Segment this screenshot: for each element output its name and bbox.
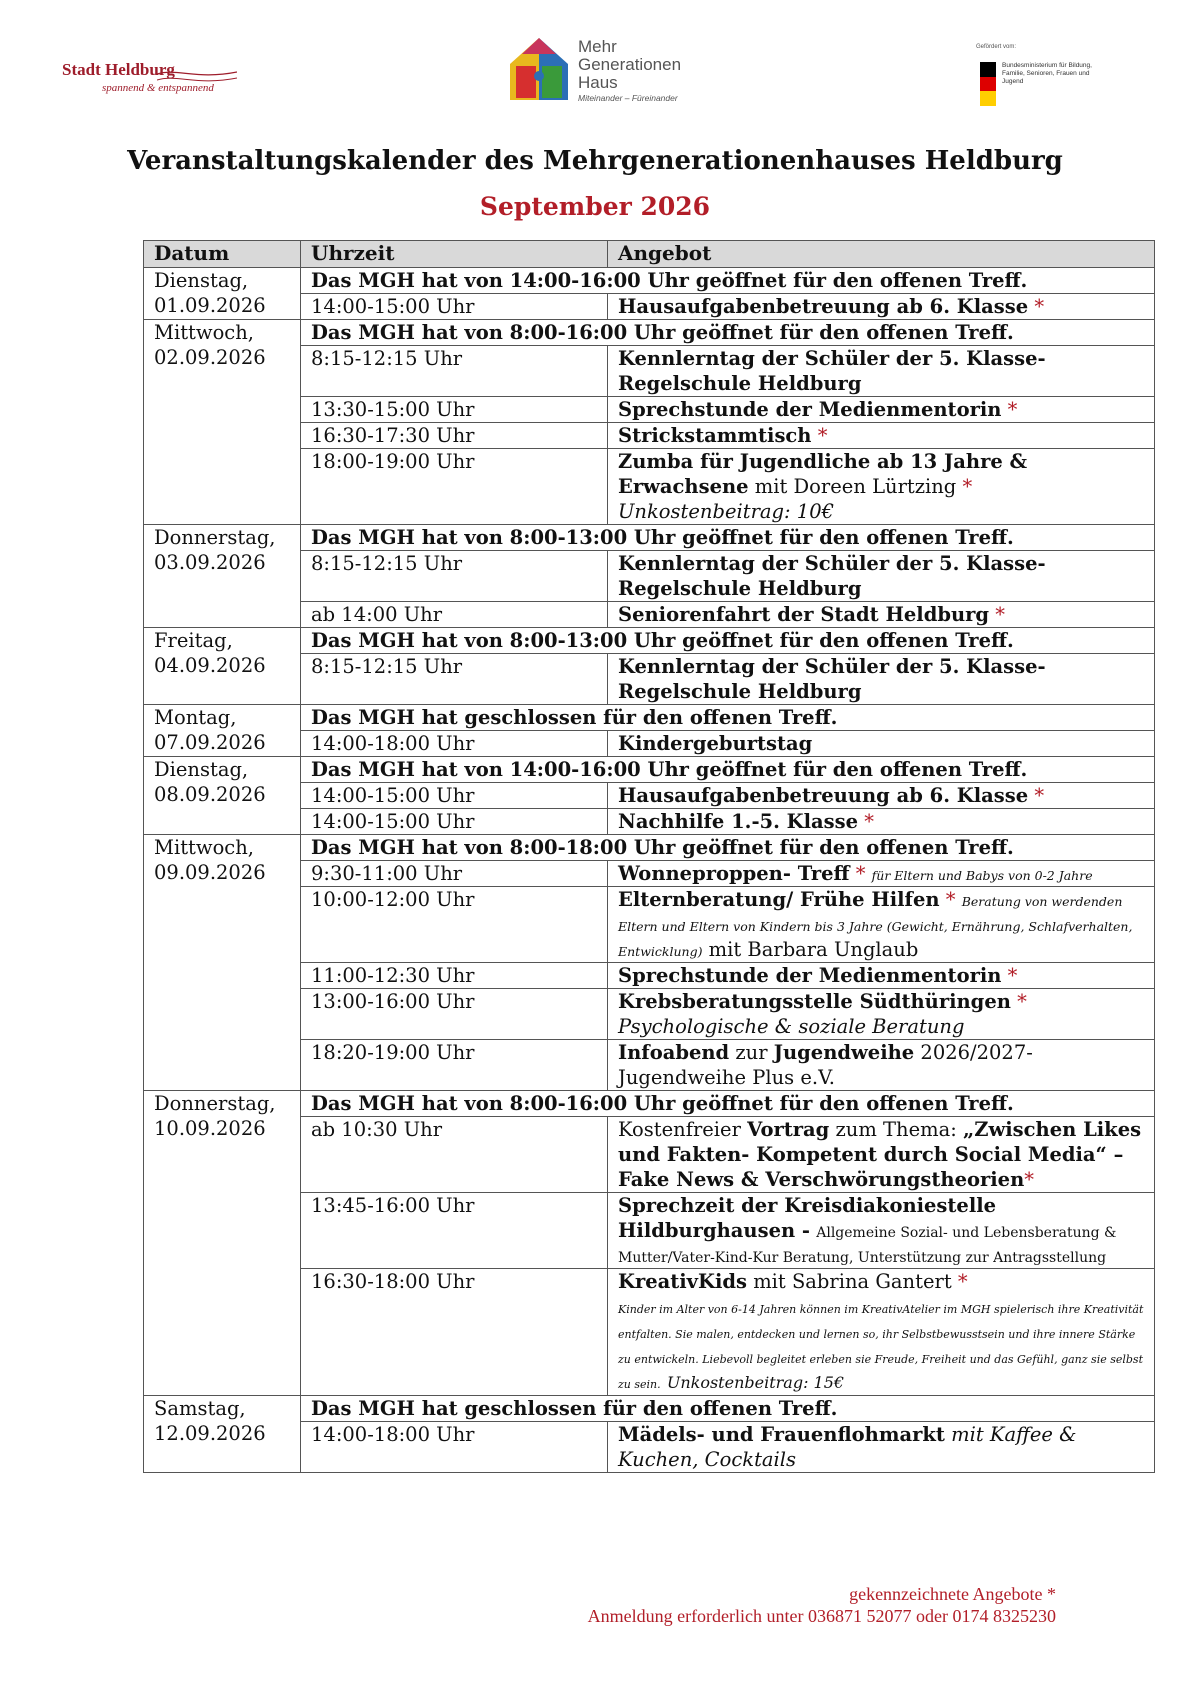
opening-hours: Das MGH hat von 14:00-16:00 Uhr geöffnet für den offenen Treff. bbox=[301, 757, 1155, 783]
opening-hours: Das MGH hat geschlossen für den offenen Treff. bbox=[301, 1396, 1155, 1422]
offer-cell bbox=[608, 887, 1155, 963]
time-cell: 16:30-18:00 Uhr bbox=[301, 1269, 608, 1396]
weekday: Mittwoch, bbox=[154, 321, 254, 344]
offer-title: Kennlerntag der Schüler der 5. Klasse- bbox=[618, 347, 1046, 370]
time-cell: 11:00-12:30 Uhr bbox=[301, 963, 608, 989]
offer-title-line2: Regelschule Heldburg bbox=[618, 680, 862, 703]
opening-hours: Das MGH hat von 8:00-13:00 Uhr geöffnet für den offenen Treff. bbox=[301, 525, 1155, 551]
stadt-heldburg-logo bbox=[62, 60, 232, 110]
offer-year: 2026/2027- bbox=[920, 1041, 1033, 1064]
page-title: Veranstaltungskalender des Mehrgenerationenhauses Heldburg bbox=[127, 146, 1063, 176]
offer-cell bbox=[608, 654, 1155, 705]
mgh-slogan: Miteinander – Füreinander bbox=[578, 93, 678, 103]
offer-cell bbox=[608, 861, 1155, 887]
offer-cell bbox=[608, 346, 1155, 397]
registration-asterisk: * bbox=[1024, 1168, 1034, 1191]
offer-connector: zur bbox=[735, 1041, 768, 1064]
offer-cell bbox=[608, 731, 1155, 757]
date-cell bbox=[144, 1091, 301, 1396]
header-datum: Datum bbox=[144, 241, 301, 268]
weekday: Donnerstag, bbox=[154, 1092, 276, 1115]
opening-hours: Das MGH hat von 8:00-16:00 Uhr geöffnet für den offenen Treff. bbox=[301, 320, 1155, 346]
offer-cell bbox=[608, 783, 1155, 809]
date-cell bbox=[144, 628, 301, 705]
time-cell: 14:00-18:00 Uhr bbox=[301, 1422, 608, 1473]
table-header-row bbox=[144, 241, 1155, 268]
registration-asterisk: * bbox=[864, 810, 874, 833]
footer-registration-phone: Anmeldung erforderlich unter 036871 52077 oder 0174 8325230 bbox=[587, 1606, 1056, 1626]
offer-title: Nachhilfe 1.-5. Klasse bbox=[618, 810, 859, 833]
offer-note: mit Kaffee & Kuchen, Cocktails bbox=[618, 1423, 1077, 1471]
date: 10.09.2026 bbox=[154, 1117, 266, 1140]
table-row bbox=[144, 705, 1155, 731]
offer-title: Hausaufgabenbetreuung ab 6. Klasse bbox=[618, 295, 1029, 318]
time-cell: 14:00-15:00 Uhr bbox=[301, 294, 608, 320]
offer-title: Seniorenfahrt der Stadt Heldburg bbox=[618, 603, 990, 626]
offer-cell bbox=[608, 809, 1155, 835]
month-title: September 2026 bbox=[479, 192, 711, 221]
offer-cell bbox=[608, 1117, 1155, 1193]
registration-asterisk: * bbox=[817, 424, 828, 447]
mgh-line1: Mehr bbox=[578, 37, 617, 56]
time-cell: 8:15-12:15 Uhr bbox=[301, 346, 608, 397]
offer-title: Kennlerntag der Schüler der 5. Klasse- bbox=[618, 655, 1046, 678]
header-uhrzeit: Uhrzeit bbox=[301, 241, 608, 268]
offer-description: Beratung von werdenden Eltern und Eltern von Kindern bis 3 Jahre (Gewicht, Ernährung, Schlafverhalten, Entwicklung) bbox=[618, 894, 1133, 959]
offer-title: Kennlerntag der Schüler der 5. Klasse- bbox=[618, 552, 1046, 575]
offer-description: Allgemeine Sozial- und Lebensberatung & Mutter/Vater-Kind-Kur Beratung, Unterstützung zur Antragsstellung bbox=[618, 1225, 1117, 1266]
offer-cell bbox=[608, 551, 1155, 602]
date-cell bbox=[144, 757, 301, 835]
header-angebot: Angebot bbox=[608, 241, 1155, 268]
table-row bbox=[144, 835, 1155, 861]
time-cell: 10:00-12:00 Uhr bbox=[301, 887, 608, 963]
registration-asterisk: * bbox=[957, 1270, 968, 1293]
weekday: Dienstag, bbox=[154, 269, 249, 292]
registration-asterisk: * bbox=[1034, 295, 1045, 318]
offer-cell bbox=[608, 294, 1155, 320]
offer-topic: „Zwischen Likes und Fakten- Kompetent durch Social Media“ – Fake News & Verschwörungstheorien bbox=[618, 1118, 1142, 1191]
weekday: Donnerstag, bbox=[154, 526, 276, 549]
table-row bbox=[144, 628, 1155, 654]
offer-prefix: Kostenfreier bbox=[618, 1118, 741, 1141]
footer-note-marked: gekennzeichnete Angebote * bbox=[849, 1584, 1056, 1604]
date-cell bbox=[144, 1396, 301, 1473]
registration-asterisk: * bbox=[1007, 398, 1018, 421]
stadt-tagline: spannend & entspannend bbox=[102, 82, 214, 94]
date: 12.09.2026 bbox=[154, 1422, 266, 1445]
mgh-logo bbox=[508, 36, 708, 106]
date: 03.09.2026 bbox=[154, 551, 266, 574]
offer-leader: mit Sabrina Gantert bbox=[753, 1270, 952, 1293]
offer-description: Kinder im Alter von 6-14 Jahren können im KreativAtelier im MGH spielerisch ihre Kreativität entfalten. Sie malen, entdecken und lernen so, ihr Selbstbewusstsein und ihre innere Stärke zu entwickeln. Liebevoll begleitet erleben sie Freude, Freiheit und das Gefühl, ganz sie selbst zu sein. bbox=[618, 1303, 1144, 1391]
offer-cell bbox=[608, 963, 1155, 989]
offer-cell bbox=[608, 602, 1155, 628]
mgh-line2: Generationen bbox=[578, 55, 682, 74]
offer-title: Sprechstunde der Medienmentorin bbox=[618, 964, 1002, 987]
opening-hours: Das MGH hat von 8:00-13:00 Uhr geöffnet für den offenen Treff. bbox=[301, 628, 1155, 654]
gefoerdert-label: Gefördert vom: bbox=[976, 44, 1017, 50]
registration-asterisk: * bbox=[1007, 964, 1018, 987]
opening-hours: Das MGH hat von 8:00-16:00 Uhr geöffnet für den offenen Treff. bbox=[301, 1091, 1155, 1117]
date: 04.09.2026 bbox=[154, 654, 266, 677]
offer-leader: mit Doreen Lürtzing bbox=[754, 475, 957, 498]
registration-asterisk: * bbox=[962, 475, 973, 498]
time-cell: ab 14:00 Uhr bbox=[301, 602, 608, 628]
offer-title: Zumba für Jugendliche ab 13 Jahre & bbox=[618, 450, 1028, 473]
offer-cell bbox=[608, 1269, 1155, 1396]
offer-title: Sprechzeit der Kreisdiakoniestelle Hildburghausen - bbox=[618, 1194, 997, 1242]
time-cell: 14:00-15:00 Uhr bbox=[301, 809, 608, 835]
offer-cell bbox=[608, 1040, 1155, 1091]
time-cell: 13:00-16:00 Uhr bbox=[301, 989, 608, 1040]
offer-leader: mit Barbara Unglaub bbox=[708, 938, 919, 961]
registration-asterisk: * bbox=[1017, 990, 1027, 1013]
offer-title: Sprechstunde der Medienmentorin bbox=[618, 398, 1002, 421]
date-cell bbox=[144, 320, 301, 525]
date: 09.09.2026 bbox=[154, 861, 266, 884]
offer-title: Strickstammtisch bbox=[618, 424, 812, 447]
offer-title: Krebsberatungsstelle Südthüringen bbox=[618, 990, 1011, 1013]
registration-asterisk: * bbox=[855, 862, 866, 885]
offer-title-part2: Jugendweihe bbox=[773, 1041, 915, 1064]
german-flag-icon bbox=[980, 62, 996, 106]
time-cell: 8:15-12:15 Uhr bbox=[301, 654, 608, 705]
date-cell bbox=[144, 268, 301, 320]
offer-title: Infoabend bbox=[618, 1041, 730, 1064]
time-cell: 13:45-16:00 Uhr bbox=[301, 1193, 608, 1269]
offer-title: Kindergeburtstag bbox=[618, 732, 813, 755]
time-cell: 13:30-15:00 Uhr bbox=[301, 397, 608, 423]
opening-hours: Das MGH hat von 14:00-16:00 Uhr geöffnet für den offenen Treff. bbox=[301, 268, 1155, 294]
offer-title: KreativKids bbox=[618, 1270, 747, 1293]
table-row bbox=[144, 320, 1155, 346]
offer-cell bbox=[608, 1422, 1155, 1473]
offer-title: Elternberatung/ Frühe Hilfen bbox=[618, 888, 940, 911]
stadt-name: Stadt Heldburg bbox=[62, 60, 175, 79]
offer-note: Psychologische & soziale Beratung bbox=[618, 1015, 965, 1038]
date: 01.09.2026 bbox=[154, 294, 266, 317]
weekday: Freitag, bbox=[154, 629, 233, 652]
ministry-name: Bundesministerium für Bildung, Familie, Senioren, Frauen und Jugend bbox=[1002, 62, 1092, 85]
offer-title-line2: Regelschule Heldburg bbox=[618, 577, 862, 600]
time-cell: 14:00-15:00 Uhr bbox=[301, 783, 608, 809]
house-puzzle-icon bbox=[508, 36, 570, 102]
weekday: Dienstag, bbox=[154, 758, 249, 781]
mgh-line3: Haus bbox=[578, 73, 618, 92]
time-cell: 18:20-19:00 Uhr bbox=[301, 1040, 608, 1091]
registration-asterisk: * bbox=[995, 603, 1006, 626]
table-row bbox=[144, 1091, 1155, 1117]
offer-cell bbox=[608, 989, 1155, 1040]
offer-cell bbox=[608, 449, 1155, 525]
offer-title-line2: Regelschule Heldburg bbox=[618, 372, 862, 395]
date-cell bbox=[144, 835, 301, 1091]
event-calendar-table bbox=[143, 240, 1155, 1473]
offer-connector: zum Thema: bbox=[835, 1118, 957, 1141]
date: 07.09.2026 bbox=[154, 731, 266, 754]
time-cell: 9:30-11:00 Uhr bbox=[301, 861, 608, 887]
offer-organizer: Jugendweihe Plus e.V. bbox=[618, 1066, 835, 1089]
bmfsfj-logo bbox=[976, 44, 1106, 114]
weekday: Montag, bbox=[154, 706, 237, 729]
weekday: Mittwoch, bbox=[154, 836, 254, 859]
registration-asterisk: * bbox=[1034, 784, 1045, 807]
offer-title-line2: Erwachsene bbox=[618, 475, 749, 498]
date-cell bbox=[144, 525, 301, 628]
offer-cell bbox=[608, 397, 1155, 423]
date: 08.09.2026 bbox=[154, 783, 266, 806]
offer-description: für Eltern und Babys von 0-2 Jahre bbox=[871, 868, 1093, 883]
offer-title: Wonneproppen- Treff bbox=[618, 862, 850, 885]
time-cell: 14:00-18:00 Uhr bbox=[301, 731, 608, 757]
opening-hours: Das MGH hat geschlossen für den offenen Treff. bbox=[301, 705, 1155, 731]
offer-title: Vortrag bbox=[747, 1118, 830, 1141]
table-row bbox=[144, 268, 1155, 294]
time-cell: 16:30-17:30 Uhr bbox=[301, 423, 608, 449]
date: 02.09.2026 bbox=[154, 346, 266, 369]
time-cell: 8:15-12:15 Uhr bbox=[301, 551, 608, 602]
offer-fee: Unkostenbeitrag: 15€ bbox=[666, 1373, 845, 1392]
table-row bbox=[144, 525, 1155, 551]
table-row bbox=[144, 1396, 1155, 1422]
table-row bbox=[144, 757, 1155, 783]
opening-hours: Das MGH hat von 8:00-18:00 Uhr geöffnet für den offenen Treff. bbox=[301, 835, 1155, 861]
date-cell bbox=[144, 705, 301, 757]
offer-cell bbox=[608, 1193, 1155, 1269]
offer-title: Hausaufgabenbetreuung ab 6. Klasse bbox=[618, 784, 1029, 807]
offer-cell bbox=[608, 423, 1155, 449]
time-cell: 18:00-19:00 Uhr bbox=[301, 449, 608, 525]
offer-title: Mädels- und Frauenflohmarkt bbox=[618, 1423, 945, 1446]
weekday: Samstag, bbox=[154, 1397, 246, 1420]
registration-asterisk: * bbox=[945, 888, 956, 911]
offer-fee: Unkostenbeitrag: 10€ bbox=[618, 500, 835, 523]
time-cell: ab 10:30 Uhr bbox=[301, 1117, 608, 1193]
